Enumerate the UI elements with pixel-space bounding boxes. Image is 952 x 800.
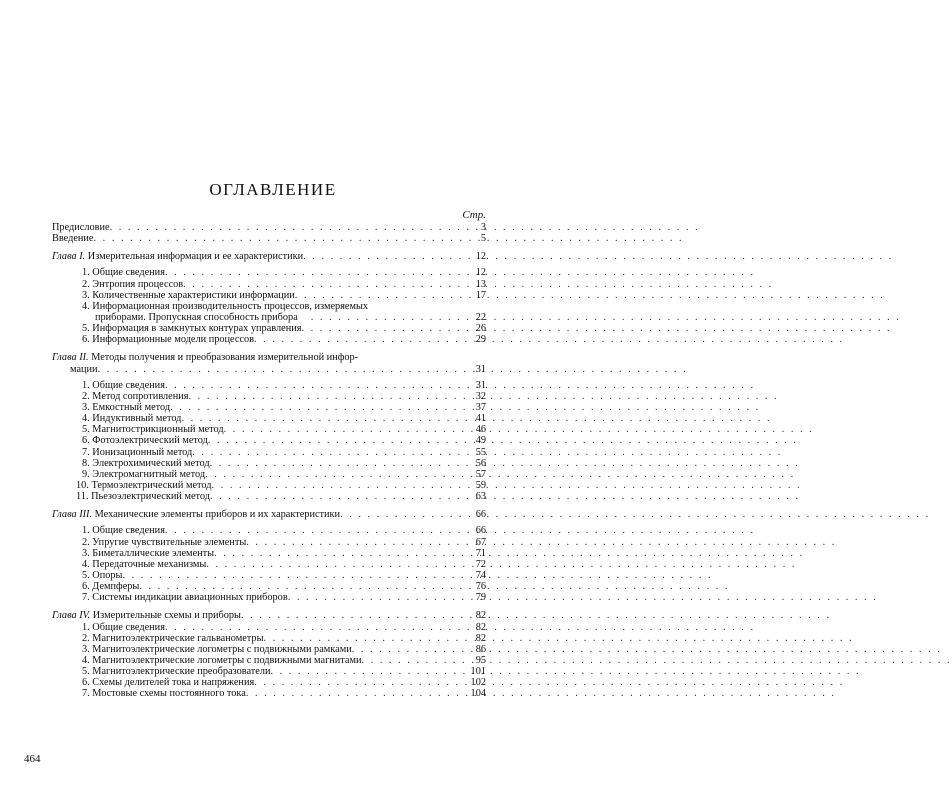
dot-leader (254, 334, 468, 345)
dot-leader (165, 380, 468, 391)
toc-entry-page: 49 (475, 435, 486, 447)
dot-leader (246, 688, 468, 699)
dot-leader (303, 251, 468, 262)
toc-entry-label: 6. Информационные модели процессов (82, 334, 255, 346)
toc-entry-page: 3 (480, 222, 486, 233)
chapter-prefix: Глава I. (52, 251, 86, 263)
toc-entry-page: 41 (475, 413, 486, 425)
toc-entry-label: 5. Магнитострикционный метод (82, 424, 224, 436)
toc-entry-page: 29 (475, 334, 486, 346)
toc-entry[interactable] (52, 290, 486, 301)
toc-entry-label: Введение (52, 233, 94, 245)
toc-entry-page: 72 (475, 558, 486, 570)
dot-leader (122, 570, 468, 581)
chapter-prefix: Глава IV. (52, 610, 91, 622)
chapter-title: Механические элементы приборов и их характеристики (94, 509, 341, 521)
toc-entry-label: приборами. Пропускная способность прибора (95, 311, 298, 323)
toc-entry[interactable] (52, 380, 486, 391)
toc-entry[interactable] (52, 447, 486, 458)
toc-entry-page: 76 (475, 581, 486, 593)
toc-entry-label: 1. Общие сведения (82, 379, 165, 391)
toc-entry-page: 31 (475, 379, 486, 391)
toc-entry-label: 11. Пьезоэлектрический метод (76, 491, 210, 503)
toc-entry-page: 57 (475, 468, 486, 480)
toc-entry[interactable] (52, 267, 486, 278)
toc-chapter-2[interactable] (52, 352, 486, 363)
dot-leader (224, 424, 468, 435)
toc-entry-page: 5 (480, 233, 486, 245)
toc-entry-label: Предисловие (52, 222, 110, 233)
toc-entry-label: 4. Магнитоэлектрические логометры с подвижными магнитами (82, 654, 362, 666)
dot-leader (170, 402, 468, 413)
page-title: ОГЛАВЛЕНИЕ (209, 180, 337, 199)
toc-chapter-3[interactable] (52, 509, 486, 520)
toc-entry-label: 3. Количественные характеристики информации (82, 289, 295, 301)
dot-leader (270, 666, 468, 677)
toc-entry[interactable] (52, 537, 486, 548)
toc-entry-page: 55 (475, 446, 486, 458)
toc-entry-page: 74 (475, 569, 486, 581)
toc-entry[interactable] (52, 334, 486, 345)
dot-leader (264, 633, 469, 644)
toc-entry-label: 4. Индуктивный метод (82, 413, 182, 425)
toc-entry-label: 9. Электромагнитный метод (82, 468, 206, 480)
toc-entry-label: 6. Фотоэлектрический метод (82, 435, 208, 447)
dot-leader (295, 290, 468, 301)
table-of-contents (52, 209, 486, 699)
toc-entry[interactable] (52, 458, 486, 469)
toc-entry[interactable] (52, 581, 486, 592)
dot-leader (212, 480, 468, 491)
toc-entry[interactable] (52, 592, 486, 603)
dot-leader (205, 469, 468, 480)
toc-entry[interactable] (52, 525, 486, 536)
toc-entry[interactable] (52, 301, 486, 312)
toc-entry-label: 3. Емкостный метод (82, 401, 171, 413)
toc-entry-page: 26 (475, 323, 486, 335)
toc-entry-page: 12 (475, 251, 486, 263)
toc-entry-label: 6. Демпферы (82, 581, 140, 593)
toc-chapter-2-cont[interactable] (52, 364, 486, 375)
toc-entry-label: 5. Опоры (82, 569, 123, 581)
toc-entry-preface[interactable] (52, 222, 486, 233)
toc-entry[interactable] (52, 480, 486, 491)
toc-entry-page: 71 (475, 547, 486, 559)
dot-leader (98, 364, 468, 375)
chapter-prefix: Глава III. (52, 509, 93, 521)
dot-leader (192, 447, 468, 458)
toc-entry-page: 17 (475, 289, 486, 301)
toc-entry[interactable] (52, 666, 486, 677)
toc-entry-page: 95 (475, 654, 486, 666)
toc-entry[interactable] (52, 402, 486, 413)
toc-entry-page: 104 (470, 688, 486, 700)
toc-entry[interactable] (52, 570, 486, 581)
dot-leader (139, 581, 468, 592)
dot-leader (208, 435, 468, 446)
dot-leader (362, 655, 468, 666)
toc-entry-label: 2. Энтропия процессов (82, 278, 184, 290)
toc-entry-label: 10. Термоэлектрический метод (76, 479, 212, 491)
chapter-title: Измерительная информация и ее характеристики (87, 251, 304, 263)
toc-entry-page: 67 (475, 536, 486, 548)
dot-leader (254, 677, 468, 688)
dot-leader (340, 509, 468, 520)
toc-entry-label: 1. Общие сведения (82, 621, 165, 633)
chapter-title: Измерительные схемы и приборы (92, 610, 241, 622)
dot-leader (241, 610, 468, 621)
toc-entry-page: 59 (475, 479, 486, 491)
dot-leader (214, 548, 468, 559)
chapter-prefix: Глава II. (52, 352, 89, 364)
dot-leader (288, 592, 468, 603)
toc-entry-label: 6. Схемы делителей тока и напряжения (82, 677, 255, 689)
toc-entry[interactable] (52, 548, 486, 559)
chapter-title-cont: мации (70, 363, 98, 375)
toc-entry-page: 82 (475, 632, 486, 644)
toc-entry-page: 37 (475, 401, 486, 413)
toc-entry-label: 5. Магнитоэлектрические преобразователи (82, 666, 271, 678)
toc-entry-page: 56 (475, 457, 486, 469)
dot-leader (298, 312, 463, 323)
toc-entry-page: 32 (475, 390, 486, 402)
toc-entry-label: 7. Ионизационный метод (82, 446, 193, 458)
dot-leader (246, 537, 468, 548)
toc-entry-label: 8. Электрохимический метод (82, 457, 210, 469)
dot-leader (181, 413, 468, 424)
toc-entry-label: 3. Магнитоэлектрические логометры с подвижными рамками (82, 643, 352, 655)
toc-entry-page: 31 (475, 363, 486, 375)
dot-leader (165, 622, 468, 633)
toc-entry-label: 4. Передаточные механизмы (82, 558, 207, 570)
toc-entry[interactable] (52, 633, 486, 644)
toc-entry-page: 79 (475, 592, 486, 604)
toc-entry-page: 82 (475, 610, 486, 622)
toc-entry-introduction[interactable] (52, 233, 486, 244)
toc-entry-page: 101 (470, 666, 486, 678)
toc-entry-label: 2. Магнитоэлектрические гальванометры (82, 632, 264, 644)
toc-entry[interactable] (52, 391, 486, 402)
toc-entry[interactable] (52, 655, 486, 666)
page-number: 464 (24, 753, 41, 765)
toc-entry[interactable] (52, 688, 486, 699)
toc-entry-page: 102 (470, 677, 486, 689)
dot-leader (165, 267, 468, 278)
toc-entry[interactable] (52, 279, 486, 290)
page-column-header: Стр. (462, 209, 486, 221)
toc-entry[interactable] (52, 622, 486, 633)
toc-entry-label: 3. Биметаллические элементы (82, 547, 215, 559)
dot-leader (165, 525, 468, 536)
toc-entry[interactable] (52, 312, 486, 323)
dot-leader (210, 458, 468, 469)
toc-entry-page: 12 (475, 267, 486, 279)
toc-entry[interactable] (52, 413, 486, 424)
toc-entry[interactable] (52, 469, 486, 480)
toc-entry[interactable] (52, 677, 486, 688)
toc-entry-label: 5. Информация в замкнутых контурах управления (82, 323, 302, 335)
toc-entry-label: 1. Общие сведения (82, 525, 165, 537)
toc-entry[interactable] (52, 491, 486, 502)
toc-entry-page: 66 (475, 509, 486, 521)
dot-leader (210, 491, 468, 502)
toc-chapter-4[interactable] (52, 610, 486, 621)
toc-entry-page: 22 (475, 311, 486, 323)
dot-leader (94, 233, 468, 244)
toc-entry-page: 46 (475, 424, 486, 436)
toc-entry[interactable] (52, 323, 486, 334)
toc-entry-page: 66 (475, 525, 486, 537)
toc-entry-label: 4. Информационная производительность процессов, измеряемых (82, 300, 369, 312)
toc-entry-label: 2. Метод сопротивления (82, 390, 189, 402)
toc-entry-page: 63 (475, 491, 486, 503)
toc-entry-label: 7. Системы индикации авиационных приборов (82, 592, 288, 604)
dot-leader (206, 559, 468, 570)
toc-entry-page: 82 (475, 621, 486, 633)
toc-entry-label: 2. Упругие чувствительные элементы (82, 536, 247, 548)
dot-leader (189, 391, 468, 402)
toc-entry[interactable] (52, 559, 486, 570)
chapter-title: Методы получения и преобразования измерительной инфор- (91, 352, 359, 364)
toc-entry-page: 13 (475, 278, 486, 290)
toc-entry-label: 7. Мостовые схемы постоянного тока (82, 688, 246, 700)
toc-entry-label: 1. Общие сведения (82, 267, 165, 279)
toc-entry[interactable] (52, 644, 486, 655)
dot-leader (352, 644, 468, 655)
toc-entry-page: 86 (475, 643, 486, 655)
toc-chapter-1[interactable] (52, 251, 486, 262)
dot-leader (183, 279, 468, 290)
toc-entry[interactable] (52, 424, 486, 435)
dot-leader (301, 323, 468, 334)
toc-entry[interactable] (52, 435, 486, 446)
dot-leader (110, 222, 468, 233)
